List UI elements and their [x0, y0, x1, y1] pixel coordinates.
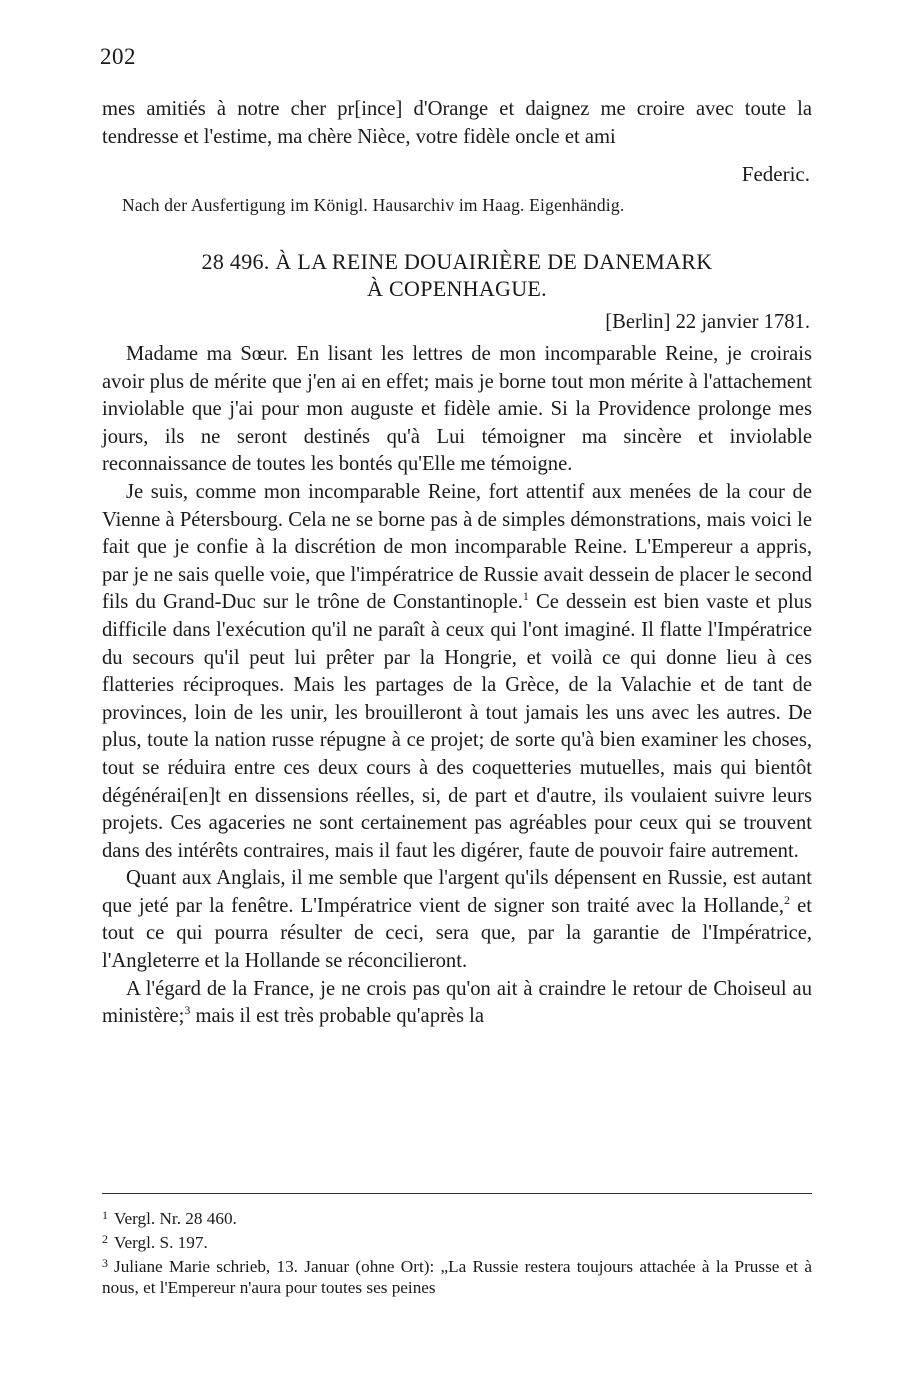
- footnote-1: [102, 1205, 812, 1229]
- footnote-text: Vergl. Nr. 28 460.: [114, 1209, 237, 1228]
- footnote-text: Juliane Marie schrieb, 13. Januar (ohne Ort): „La Russie restera toujours attachée à la Prusse et à nous, et l'Empereur n'aura pour toutes ses peines: [102, 1257, 812, 1297]
- paragraph-2-text-b: Ce dessein est bien vaste et plus difficile dans l'exécution qu'il ne paraît à ceux qui l'ont imaginé. Il flatte l'Impératrice du secours qu'il peut lui prêter par la Hongrie, et voilà ce qui donne lieu à ces flatteries réciproques. Mais les partages de la Grèce, de la Valachie et de tant de provinces, loin de les unir, les brouilleront à tout jamais les uns avec les autres. De plus, toute la nation russe répugne à ce projet; de sorte qu'à bien examiner les choses, tout se réduira entre ces deux cours à des coquetteries mutuelles, mais qui bientôt dégénérai[en]t en dissensions réelles, si, de part et d'autre, ils voulaient suivre leurs projets. Ces agaceries ne sont certainement pas agréables pour ceux qui se trouvent dans des intérêts contraires, mais il faut les digérer, faute de pouvoir faire autrement.: [102, 591, 812, 862]
- footnote-ref-3[interactable]: 3: [184, 1003, 191, 1018]
- paragraph-4: [102, 976, 812, 1031]
- paragraph-3: [102, 865, 812, 975]
- signature: Federic.: [741, 162, 810, 186]
- paragraph-3-text-b: et tout ce qui pourra résulter de ceci, sera que, par la garantie de l'Impératrice, l'Angleterre et la Hollande se réconcilieront.: [102, 894, 813, 973]
- footnote-2: [102, 1229, 812, 1253]
- footnote-ref-2[interactable]: 2: [784, 892, 790, 907]
- paragraph-2-text-a: Je suis, comme mon incomparable Reine, fort attentif aux menées de la cour de Vienne à Pétersbourg. Cela ne se borne pas à de simples démonstrations, mais voici le fait que je confie à la discrétion de mon incomparable Reine. L'Empereur a appris, par je ne sais quelle voie, que l'impératrice de Russie avait dessein de placer le second fils du Grand-Duc sur le trône de Constantinople.: [102, 480, 812, 614]
- letter-closing-text: mes amitiés à notre cher pr[ince] d'Orange et daignez me croire avec toute la tendresse et l'estime, ma chère Nièce, votre fidèle oncle et ami: [102, 98, 812, 148]
- paragraph-3-text-a: Quant aux Anglais, il me semble que l'argent qu'ils dépensent en Russie, est autant que jeté par la fenêtre. L'Impératrice vient de signer son traité avec la Hollande,: [102, 867, 812, 917]
- letter-body: [102, 341, 812, 1031]
- paragraph-4-text-b: mais il est très probable qu'après la: [190, 1005, 485, 1028]
- letter-heading-line-2: À COPENHAGUE.: [367, 276, 547, 301]
- letter-heading-line-1: 28 496. À LA REINE DOUAIRIÈRE DE DANEMARK: [201, 249, 713, 274]
- footnote-divider: [102, 1193, 812, 1194]
- footnote-text: Vergl. S. 197.: [114, 1233, 208, 1252]
- footnote-mark: 2: [102, 1232, 108, 1246]
- paragraph-1-text: Madame ma Sœur. En lisant les lettres de mon incomparable Reine, je croirais avoir plus de mérite que j'en ai en effet; mais je borne tout mon mérite à l'attachement inviolable que j'ai pour mon auguste et fidèle amie. Si la Providence prolonge mes jours, ils ne seront destinés qu'à Lui témoigner ma sincère et inviolable reconnaissance de toutes les bontés qu'Elle me témoigne.: [102, 343, 812, 476]
- paragraph-4-text-a: A l'égard de la France, je ne crois pas qu'on ait à craindre le retour de Choiseul au ministère;: [102, 977, 812, 1028]
- footnote-mark: 3: [102, 1256, 108, 1270]
- footnote-ref-1[interactable]: 1: [522, 589, 529, 604]
- paragraph-1: [102, 341, 812, 479]
- footnotes: [102, 1205, 812, 1298]
- dateline: [Berlin] 22 janvier 1781.: [605, 311, 810, 333]
- paragraph-2: [102, 479, 812, 865]
- footnote-3: [102, 1253, 812, 1298]
- page-number: 202: [100, 44, 136, 69]
- footnote-mark: 1: [102, 1208, 108, 1222]
- source-note: Nach der Ausfertigung im Königl. Hausarchiv im Haag. Eigenhändig.: [122, 195, 625, 215]
